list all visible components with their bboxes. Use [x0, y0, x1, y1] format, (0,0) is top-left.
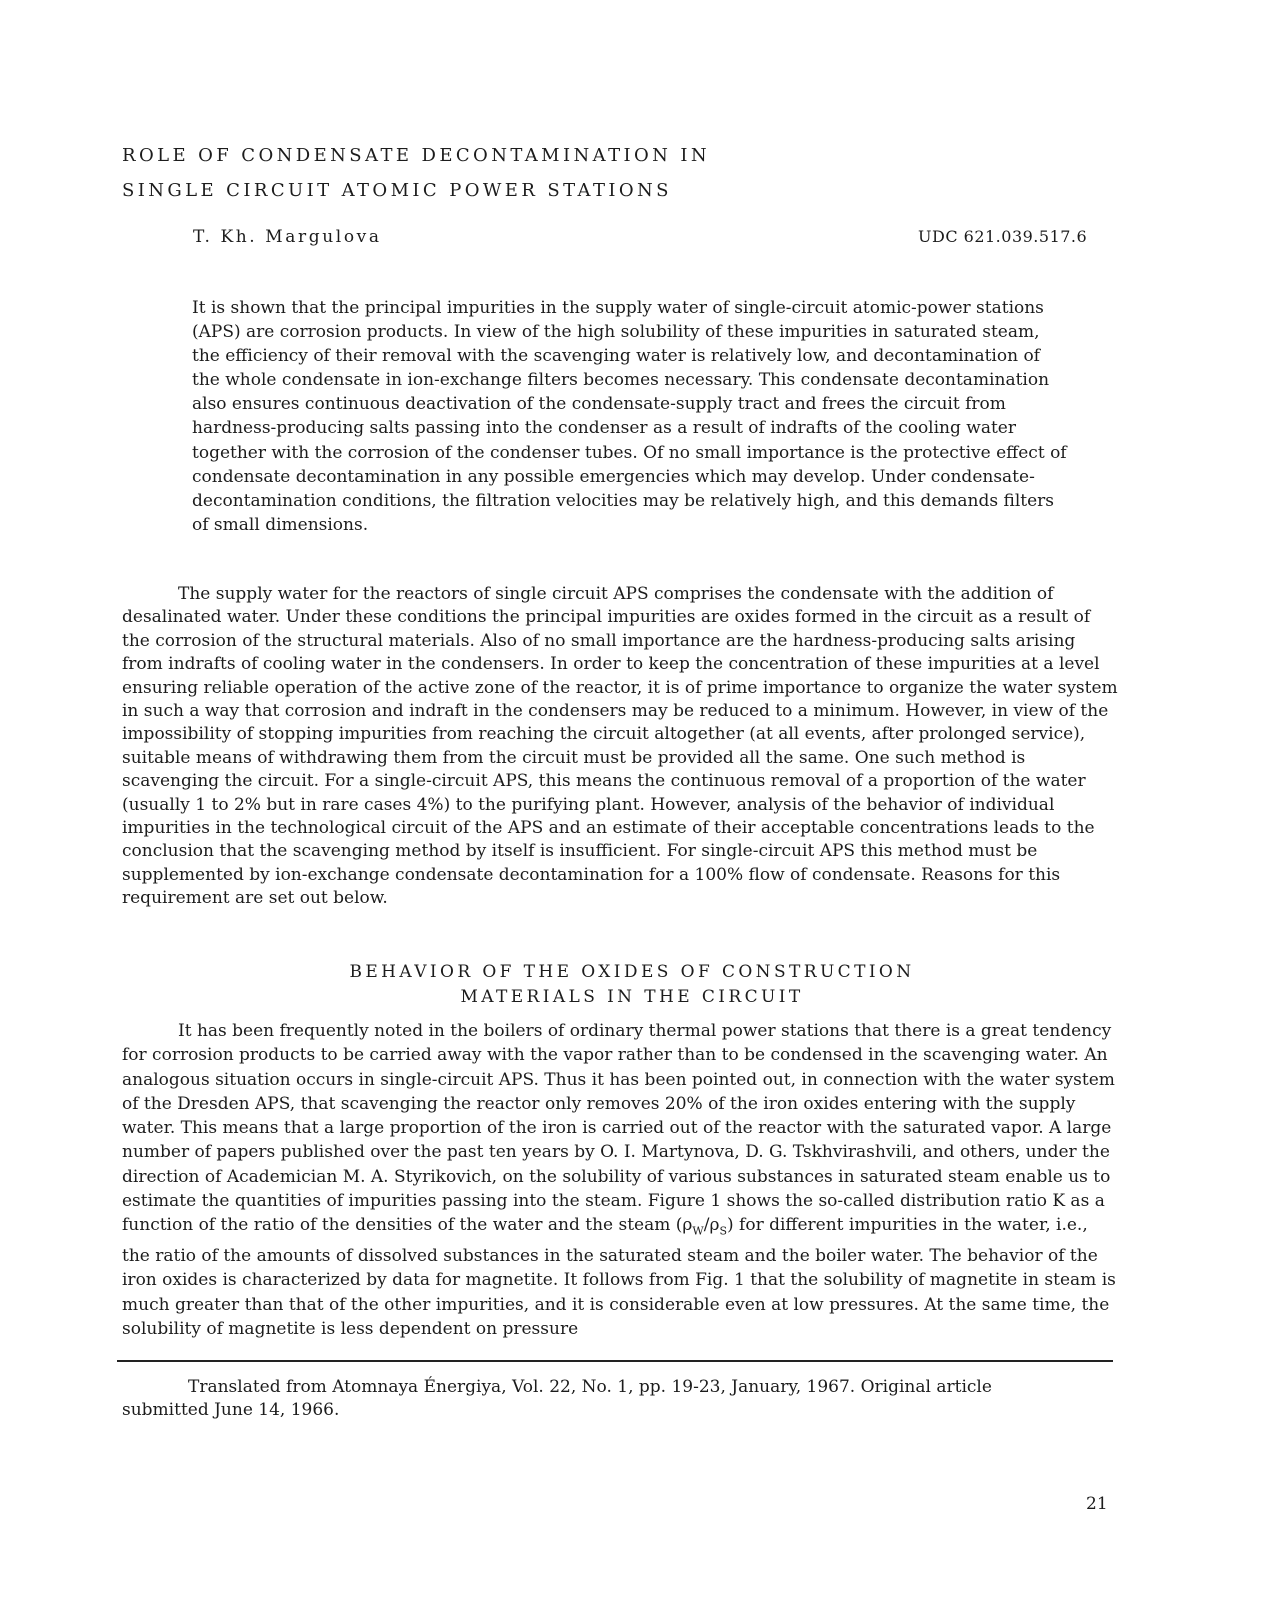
intro-paragraph: The supply water for the reactors of single circuit APS comprises the condensate with the addition of desalinated water. Under these conditions the principal impurities are oxides formed in the circuit as a result of the corrosion of the structural materials. Also of no small importance are the hardness-producing salts arising from indrafts of cooling water in the condensers. In order to keep the concentration of these impurities at a level ensuring reliable operation of the active zone of the reactor, it is of prime importance to organize the water system in such a way that corrosion and indraft in the condensers may be reduced to a minimum. However, in view of the impossibility of stopping impurities from reaching the circuit altogether (at all events, after prolonged service), suitable means of withdrawing them from the circuit must be provided all the same. One such method is scavenging the circuit. For a single-circuit APS, this means the continuous removal of a proportion of the water (usually 1 to 2% but in rare cases 4%) to the purifying plant. However, analysis of the behavior of individual impurities in the technological circuit of the APS and an estimate of their acceptable concentrations leads to the conclusion that the scavenging method by itself is insufficient. For single-circuit APS this method must be supplemented by ion-exchange condensate decontamination for a 100% flow of condensate. Reasons for this requirement are set out below.	[122, 584, 1118, 909]
section-text-part-1: It has been frequently noted in the boilers of ordinary thermal power stations that there is a great tendency for corrosion products to be carried away with the vapor rather than to be condensed in the scavenging water. An analogous situation occurs in single-circuit APS. Thus it has been pointed out, in connection with the water system of the Dresden APS, that scavenging the reactor only removes 20% of the iron oxides entering with the supply water. This means that a large proportion of the iron is carried out of the reactor with the saturated vapor. A large number of papers published over the past ten years by O. I. Martynova, D. G. Tskhvirashvili, and others, under the direction of Academician M. A. Styrikovich, on the solubility of various substances in saturated steam enable us to estimate the quantities of impurities passing into the steam. Figure 1 shows the so-called distribution ratio K as a function of the ratio of the densities of the water and the steam (	[122, 1021, 1115, 1236]
footnote-divider	[117, 1360, 1113, 1362]
article-title-line-1: ROLE OF CONDENSATE DECONTAMINATION IN	[122, 145, 711, 166]
subscript-w: W	[692, 1224, 704, 1238]
page-number: 21	[1086, 1494, 1108, 1514]
section-text-part-2: ) for different impurities in the water, i.e., the ratio of the amounts of dissolved substances in the saturated steam and the boiler water. The behavior of the iron oxides is characterized by data for magnetite. It follows from Fig. 1 that the solubility of magnetite in steam is much greater than that of the other impurities, and it is considerable even at low pressures. At the same time, the solubility of magnetite is less dependent on pressure	[122, 1215, 1116, 1339]
section-heading-line-1: BEHAVIOR OF THE OXIDES OF CONSTRUCTION	[349, 962, 915, 982]
ratio-slash: /	[703, 1215, 710, 1236]
udc-code: UDC 621.039.517.6	[918, 227, 1088, 246]
translation-footnote: Translated from Atomnaya Énergiya, Vol. 22, No. 1, pp. 19-23, January, 1967. Original article submitted June 14, 1966.	[122, 1377, 992, 1420]
rho-s-symbol: ρ	[709, 1215, 720, 1236]
section-paragraph	[122, 1019, 1120, 1341]
subscript-s: S	[719, 1224, 727, 1238]
abstract: It is shown that the principal impurities in the supply water of single-circuit atomic-power stations (APS) are corrosion products. In view of the high solubility of these impurities in saturated steam, the efficiency of their removal with the scavenging water is relatively low, and decontamination of the whole condensate in ion-exchange filters becomes necessary. This condensate decontamination also ensures continuous deactivation of the condensate-supply tract and frees the circuit from hardness-producing salts passing into the condenser as a result of indrafts of the cooling water together with the corrosion of the condenser tubes. Of no small importance is the protective effect of condensate decontamination in any possible emergencies which may develop. Under condensate-decontamination conditions, the filtration velocities may be relatively high, and this demands filters of small dimensions.	[192, 298, 1067, 535]
author-name: T. Kh. Margulova	[193, 227, 382, 247]
rho-w-symbol: ρ	[682, 1215, 693, 1236]
section-heading-line-2: MATERIALS IN THE CIRCUIT	[460, 987, 804, 1007]
article-title-line-2: SINGLE CIRCUIT ATOMIC POWER STATIONS	[122, 180, 672, 201]
